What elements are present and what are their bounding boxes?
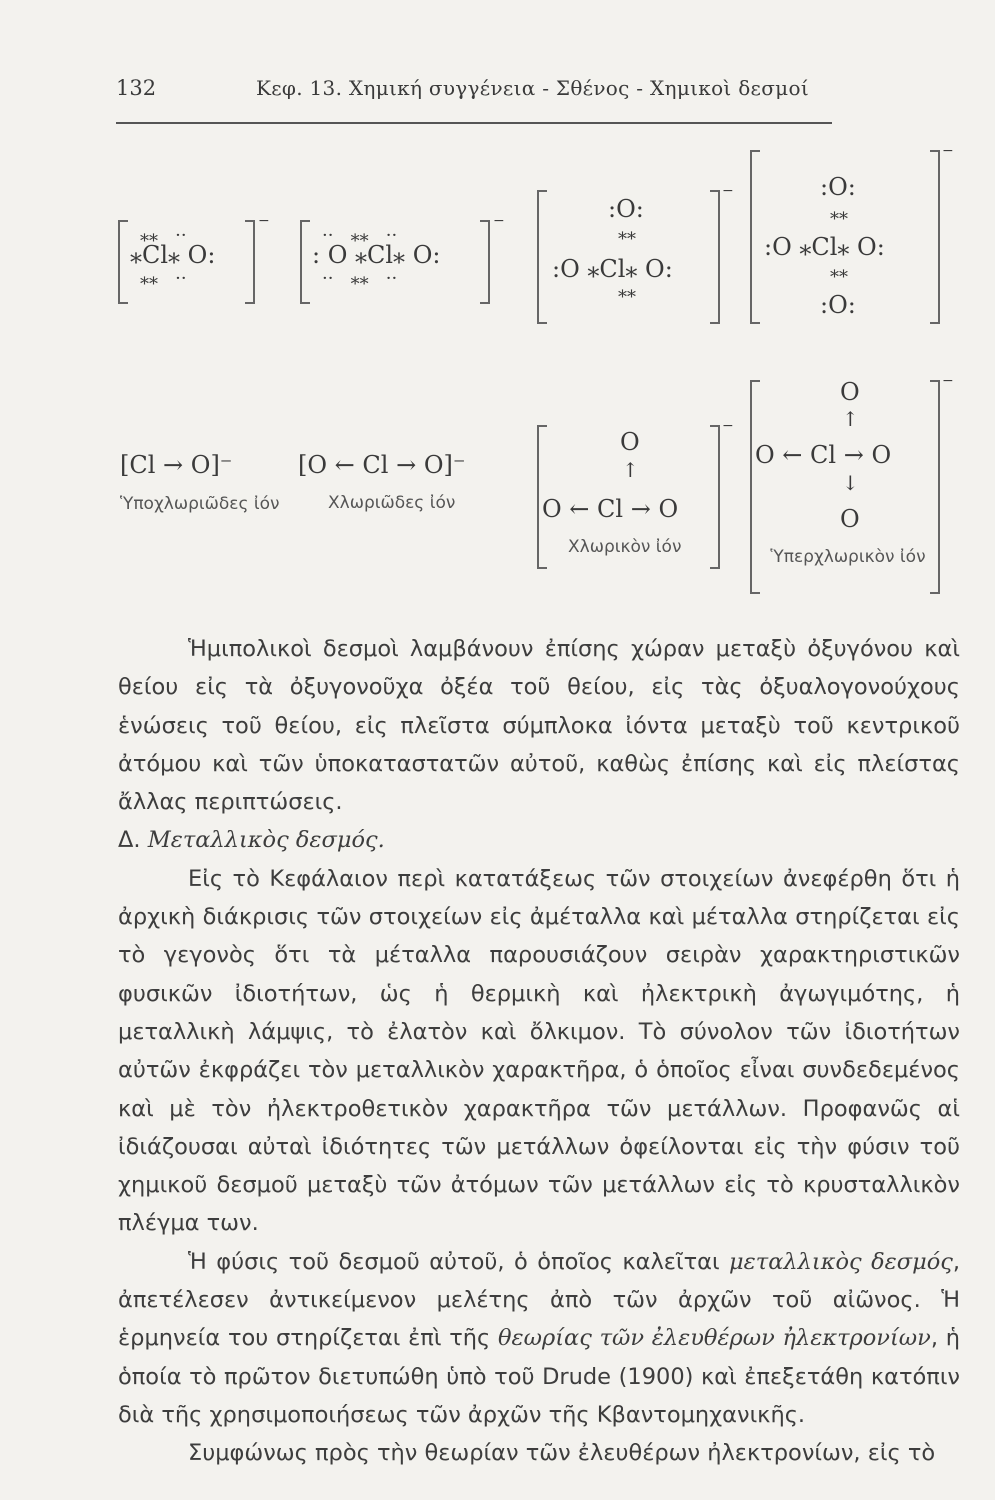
- lone-pairs: ⁎⁎ ··: [140, 225, 187, 246]
- bracket-right: [930, 150, 940, 324]
- oxyanion-structures-figure: [100, 135, 960, 605]
- bracket-left: [118, 220, 128, 304]
- page-header: [116, 76, 828, 106]
- paragraph-metallic-bond-theory: [118, 1243, 960, 1434]
- bracket-left: [300, 220, 310, 304]
- charge: −: [722, 183, 734, 199]
- p3-text-a: Ἡ φύσις τοῦ δεσμοῦ αὐτοῦ, ὁ ὁποῖος καλεῖται: [188, 1248, 730, 1275]
- lewis-text: :O:: [820, 173, 856, 201]
- charge: −: [722, 418, 734, 434]
- running-title: Κεφ. 13. Χημική συγγένεια - Σθένος - Χημικοὶ δεσμοί: [256, 76, 809, 100]
- lone-pairs: ⁎⁎: [830, 261, 848, 282]
- lone-pairs: ⁎⁎ ··: [140, 268, 187, 289]
- oxygen-top: O: [620, 428, 640, 456]
- lone-pairs: ·· ⁎⁎ ··: [322, 225, 398, 246]
- label-hypochlorite: Ὑποχλωριῶδες ἰόν: [120, 494, 280, 514]
- bracket-left: [750, 150, 760, 324]
- paragraph-metallic-properties: Εἰς τὸ Κεφάλαιον περὶ κατατάξεως τῶν στοιχείων ἀνεφέρθη ὅτι ἡ ἀρχικὴ διάκρισις τῶν στοιχείων εἰς ἀμέταλλα καὶ μέταλλα στηρίζεται εἰς τὸ γεγονὸς ὅτι τὰ μέταλλα παρουσιάζουν σειρὰν χαρακτηριστικῶν φυσικῶν ἰδιοτήτων, ὡς ἡ θερμικὴ καὶ ἠλεκτρικὴ ἀγωγιμότης, ἡ μεταλλικὴ λάμψις, τὸ ἐλατὸν καὶ ὄλκιμον. Τὸ σύνολον τῶν ἰδιοτήτων αὐτῶν ἐκφράζει τὸν μεταλλικὸν χαρακτῆρα, ὁ ὁποῖος εἶναι συνδεδεμένος καὶ μὲ τὸν ἠλεκτροθετικὸν χαρακτῆρα τῶν μετάλλων. Προφανῶς αἱ ἰδιάζουσαι αὐταὶ ἰδιότητες τῶν μετάλλων ὀφείλονται εἰς τὴν φύσιν τοῦ χημικοῦ δεσμοῦ μεταξὺ τῶν ἀτόμων τῶν μετάλλων εἰς τὸ κρυσταλλικὸν πλέγμα των.: [118, 865, 960, 1237]
- label-chlorite: Χλωριῶδες ἰόν: [328, 493, 456, 513]
- lewis-text: ⁎Cl⁎ O:: [130, 241, 216, 269]
- term-metallic-bond: μεταλλικὸς δεσμός: [729, 1248, 953, 1275]
- bracket-right: [710, 190, 720, 324]
- lewis-text: : O ⁎Cl⁎ O:: [312, 241, 441, 269]
- p3-text-c: , ἡ ὁποία τὸ πρῶτον διετυπώθη ὑπὸ τοῦ Drude (1900) καὶ ἐπεξετάθη κατόπιν διὰ τῆς χρησιμοποιήσεως τῶν ἀρχῶν τῆς Κβαντομηχανικῆς.: [118, 1325, 960, 1428]
- charge: −: [942, 143, 954, 159]
- section-heading: [118, 821, 960, 859]
- charge: −: [258, 213, 270, 229]
- lone-pairs: ·· ⁎⁎ ··: [322, 268, 398, 289]
- section-letter: Δ.: [118, 827, 141, 854]
- page-number: 132: [116, 76, 157, 100]
- bracket-right: [480, 220, 490, 304]
- bracket-right: [930, 380, 940, 594]
- arrow-down: ↓: [842, 471, 859, 495]
- charge: −: [493, 213, 505, 229]
- oxygen-bottom: O: [840, 505, 860, 533]
- arrow-up: ↑: [842, 407, 859, 431]
- chlorate-row: O ← Cl → O: [542, 495, 679, 523]
- term-free-electron-theory: θεωρίας τῶν ἐλευθέρων ἠλεκτρονίων: [498, 1325, 931, 1352]
- lewis-text: :O:: [820, 291, 856, 319]
- section-title: Μεταλλικὸς δεσμός.: [147, 827, 385, 854]
- lewis-text: :O ⁎Cl⁎ O:: [764, 233, 885, 261]
- lone-pairs: ⁎⁎: [618, 281, 636, 302]
- label-chlorate: Χλωρικὸν ἰόν: [568, 537, 682, 557]
- lewis-text: :O ⁎Cl⁎ O:: [552, 255, 673, 283]
- bracket-left: [750, 380, 760, 594]
- p3-text-b: , ἀπετέλεσεν ἀντικείμενον μελέτης ἀπὸ τῶν ἀρχῶν τοῦ αἰῶνος. Ἡ ἑρμηνεία του στηρίζεται ἐπὶ τῆς: [118, 1248, 961, 1352]
- formula-chlorite: [O ← Cl → O]⁻: [298, 451, 466, 479]
- bracket-right: [245, 220, 255, 304]
- lone-pairs: ⁎⁎: [830, 203, 848, 224]
- label-perchlorate: Ὑπερχλωρικὸν ἰόν: [770, 547, 926, 567]
- formula-hypochlorite: [Cl → O]⁻: [120, 451, 233, 479]
- perchlorate-row: O ← Cl → O: [755, 441, 892, 469]
- arrow-up: ↑: [622, 458, 639, 482]
- oxygen-top: O: [840, 378, 860, 406]
- paragraph-free-electron: Συμφώνως πρὸς τὴν θεωρίαν τῶν ἐλευθέρων ἠλεκτρονίων, εἰς τὸ: [188, 1440, 936, 1467]
- lone-pairs: ⁎⁎: [618, 223, 636, 244]
- bracket-right: [710, 425, 720, 569]
- charge: −: [942, 373, 954, 389]
- header-rule: [116, 122, 832, 124]
- bracket-left: [537, 190, 547, 324]
- body-text: [118, 630, 960, 1473]
- lewis-text: :O:: [608, 195, 644, 223]
- paragraph-semipolar: Ἡμιπολικοὶ δεσμοὶ λαμβάνουν ἐπίσης χώραν μεταξὺ ὀξυγόνου καὶ θείου εἰς τὰ ὀξυγονοῦχα ὀξέα τοῦ θείου, εἰς τὰς ὀξυαλογονούχους ἑνώσεις τοῦ θείου, εἰς πλεῖστα σύμπλοκα ἰόντα μεταξὺ τοῦ κεντρικοῦ ἀτόμου καὶ τῶν ὑποκαταστατῶν αὐτοῦ, καθὼς ἐπίσης καὶ εἰς πλείστας ἄλλας περιπτώσεις.: [118, 636, 960, 816]
